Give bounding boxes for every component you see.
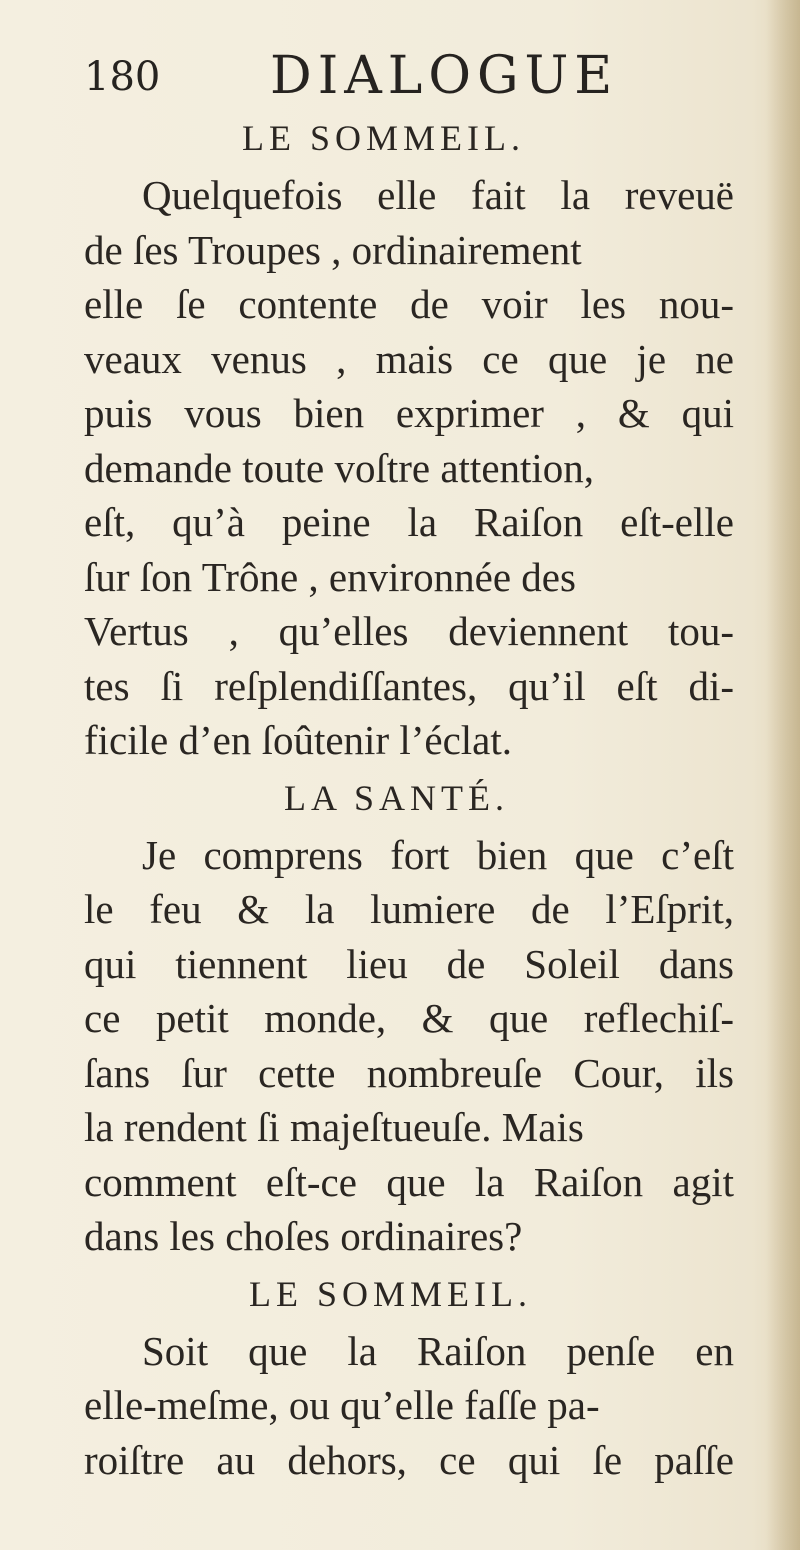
- page-gutter-shadow: [766, 0, 800, 1550]
- text-line: elle ſe contente de voir les nou-: [84, 281, 734, 327]
- text-line: veaux venus , mais ce que je ne: [84, 335, 734, 382]
- running-title: DIALOGUE: [270, 46, 619, 106]
- text-line: ce petit monde, & que reflechiſ-: [84, 995, 734, 1041]
- page-number: 180: [84, 54, 161, 100]
- text-line: roiſtre au dehors, ce qui ſe paſſe: [84, 1436, 734, 1483]
- text-line: puis vous bien exprimer , & qui: [84, 390, 734, 436]
- text-line: elle-meſme, ou qu’elle faſſe pa-: [84, 1382, 600, 1428]
- text-line: ficile d’en ſoûtenir l’éclat.: [84, 717, 513, 763]
- text-line: le feu & la lumiere de l’Eſprit,: [84, 886, 734, 932]
- page-text: [84, 108, 734, 1487]
- text-line: de ſes Troupes , ordinairement: [84, 226, 582, 273]
- text-line: eſt, qu’à peine la Raiſon eſt-elle: [84, 499, 734, 545]
- text-line: Vertus , qu’elles deviennent tou-: [84, 608, 734, 654]
- text-line: la rendent ſi majeſtueuſe. Mais: [84, 1104, 584, 1150]
- text-line: ſur ſon Trône , environnée des: [84, 553, 576, 600]
- text-line: comment eſt-ce que la Raiſon agit: [84, 1158, 734, 1205]
- speaker-heading: LE SOMMEIL.: [242, 118, 525, 158]
- text-line: Quelquefois elle fait la reveuë: [142, 172, 734, 218]
- speaker-heading: LA SANTÉ.: [284, 777, 509, 818]
- text-line: demande toute voſtre attention,: [84, 444, 595, 491]
- text-line: Soit que la Raiſon penſe en: [142, 1327, 734, 1374]
- text-line: tes ſi reſplendiſſantes, qu’il eſt di-: [84, 662, 734, 709]
- speaker-heading: LE SOMMEIL.: [249, 1273, 532, 1314]
- text-line: dans les choſes ordinaires?: [84, 1213, 523, 1259]
- running-head: [84, 42, 644, 112]
- text-line: qui tiennent lieu de Soleil dans: [84, 940, 734, 987]
- text-line: Je comprens fort bien que c’eſt: [142, 831, 734, 878]
- text-line: ſans ſur cette nombreuſe Cour, ils: [84, 1049, 734, 1096]
